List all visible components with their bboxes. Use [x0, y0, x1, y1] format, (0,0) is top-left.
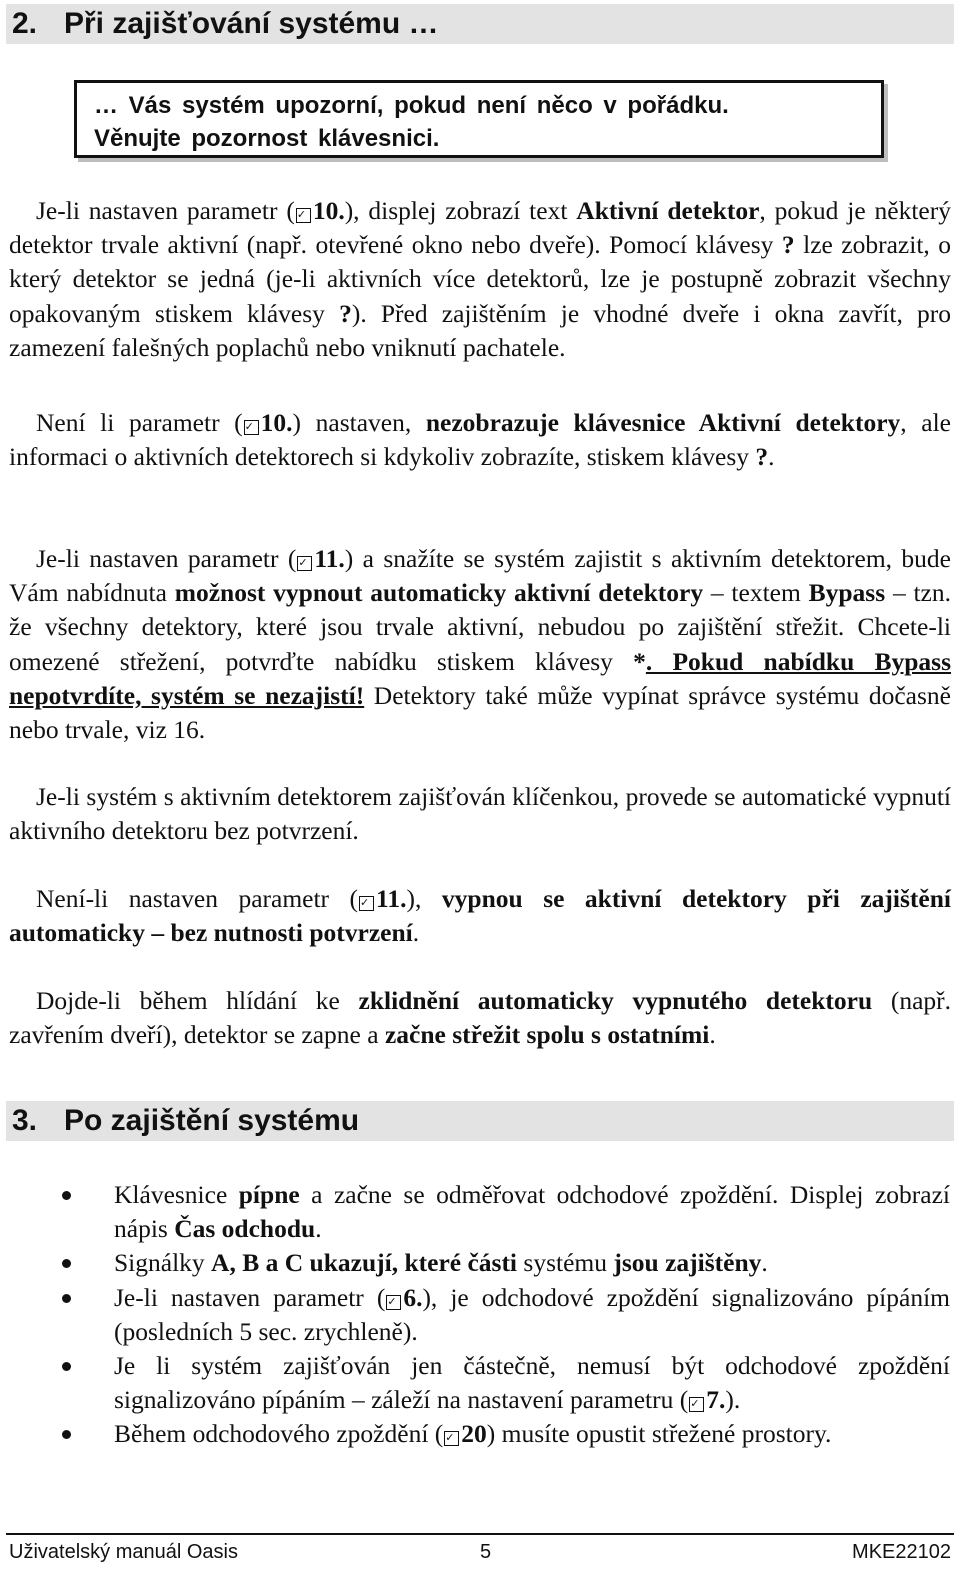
- notice-line-2: Věnujte pozornost klávesnici.: [94, 125, 440, 152]
- bold-phrase: zklidnění automaticky vypnutého detektoru: [358, 986, 873, 1015]
- checkbox-param-icon: ✓: [359, 896, 374, 911]
- checkbox-param-icon: ✓: [244, 420, 259, 435]
- display-text: Aktivní detektor: [576, 196, 760, 225]
- checkbox-param-icon: ✓: [296, 208, 311, 223]
- bullet-dot-icon: [62, 1259, 71, 1268]
- param-ref: 11.: [314, 544, 345, 573]
- bold-phrase: možnost vypnout automaticky aktivní detektory: [174, 578, 704, 608]
- paragraph-param-11-not-set: Není-li nastaven parametr ( ✓ 11.), vypnou se aktivní detektory při zajištění automaticky – bez nutnosti potvrzení.: [9, 884, 951, 948]
- footer-doc-code: MKE22102: [852, 1541, 951, 1563]
- section-2-heading: [6, 4, 954, 44]
- list-item: Je li systém zajišťován jen částečně, nemusí být odchodové zpoždění signalizováno pípáním – záleží na nastavení parametru ( ✓ 7.).: [0, 1349, 950, 1417]
- section-title: Po zajištění systému: [64, 1104, 360, 1137]
- bullet-dot-icon: [62, 1191, 71, 1200]
- list-item: Signálky A, B a C ukazují, které části systému jsou zajištěny.: [0, 1246, 950, 1280]
- notice-box: [74, 80, 884, 158]
- checkbox-param-icon: ✓: [386, 1295, 401, 1310]
- star-key-icon: *: [633, 646, 646, 676]
- list-item: Během odchodového zpoždění ( ✓ 20) musíte opustit střežené prostory.: [0, 1417, 950, 1451]
- footer-divider: [6, 1533, 954, 1535]
- section-title: Při zajišťování systému …: [64, 7, 439, 40]
- checkbox-param-icon: ✓: [297, 556, 312, 571]
- key-symbol: ?: [781, 230, 795, 260]
- param-ref: 7.: [706, 1385, 726, 1415]
- paragraph-bypass: Je-li nastaven parametr ( ✓ 11.) a snažíte se systém zajistit s aktivním detektorem, bude Vám nabídnuta možnost vypnout automaticky aktivní detektory – textem Bypass – tzn. že všechny detektory, které jsou trvale aktivní, nebudou po zajištění střežit. Chcete-li omezené střežení, potvrďte nabídku stiskem klávesy *. Pokud nabídku Bypass nepotvrdíte, systém se nezajistí! Detektory také může vypínat správce systému dočasně nebo trvale, viz 16.: [9, 544, 952, 745]
- param-ref: 6.: [403, 1282, 423, 1312]
- bullet-dot-icon: [62, 1362, 71, 1371]
- bullet-dot-icon: [62, 1430, 71, 1439]
- bold-phrase: začne střežit spolu s ostatními: [384, 1020, 710, 1050]
- key-symbol: ?: [755, 442, 769, 472]
- checkbox-param-icon: ✓: [689, 1397, 704, 1412]
- bold-phrase: vypnou se aktivní detektory při zajištění automaticky – bez nutnosti potvrzení: [9, 884, 951, 948]
- warning-underlined: . Pokud nabídku Bypass nepotvrdíte, systém se nezajistí!: [9, 646, 952, 710]
- paragraph-settling: Dojde-li během hlídání ke zklidnění automaticky vypnutého detektoru (např. zavřením dveří), detektor se zapne a začne střežit spolu s ostatními.: [9, 986, 951, 1050]
- section-number: 3.: [12, 1104, 38, 1137]
- section-3-heading: [6, 1101, 954, 1141]
- checkbox-param-icon: ✓: [444, 1431, 459, 1446]
- footer-manual-title: Uživatelský manuál Oasis: [9, 1541, 238, 1563]
- param-ref: 10.: [312, 196, 345, 225]
- bypass-text: Bypass: [808, 578, 886, 608]
- paragraph-param-not-set: Není li parametr ( ✓ 10.) nastaven, nezobrazuje klávesnice Aktivní detektory, ale informaci o aktivních detektorech si kdykoliv zobrazíte, stiskem klávesy ?.: [9, 408, 951, 472]
- paragraph-keyfob: Je-li systém s aktivním detektorem zajišťován klíčenkou, provede se automatické vypnutí aktivního detektoru bez potvrzení.: [9, 782, 951, 846]
- param-ref: 10.: [260, 408, 293, 437]
- list-item: Je-li nastaven parametr ( ✓ 6.), je odchodové zpoždění signalizováno pípáním (posledních 5 sec. zrychleně).: [0, 1281, 950, 1349]
- page-number: 5: [480, 1541, 492, 1563]
- param-ref: 11.: [376, 884, 407, 913]
- notice-line-1: … Vás systém upozorní, pokud není něco v pořádku.: [94, 92, 729, 119]
- section-number: 2.: [12, 7, 38, 40]
- bullet-list: [0, 1178, 960, 1452]
- paragraph-active-detector: Je-li nastaven parametr ( ✓ 10.), displej zobrazí text Aktivní detektor, pokud je některý detektor trvale aktivní (např. otevřené okno nebo dveře). Pomocí klávesy ? lze zobrazit, o který detektor se jedná (je-li aktivních více detektorů, lze je postupně zobrazit všechny opakovaným stiskem klávesy ?). Před zajištěním je vhodné dveře i okna zavřít, pro zamezení falešných poplachů nebo vniknutí pachatele.: [9, 196, 951, 362]
- param-ref: 20: [461, 1419, 487, 1449]
- key-symbol: ?: [339, 298, 352, 328]
- list-item: Klávesnice pípne a začne se odměřovat odchodové zpoždění. Displej zobrazí nápis Čas odchodu.: [0, 1178, 950, 1246]
- bullet-dot-icon: [62, 1294, 71, 1303]
- bold-phrase: nezobrazuje klávesnice Aktivní detektory: [425, 408, 901, 437]
